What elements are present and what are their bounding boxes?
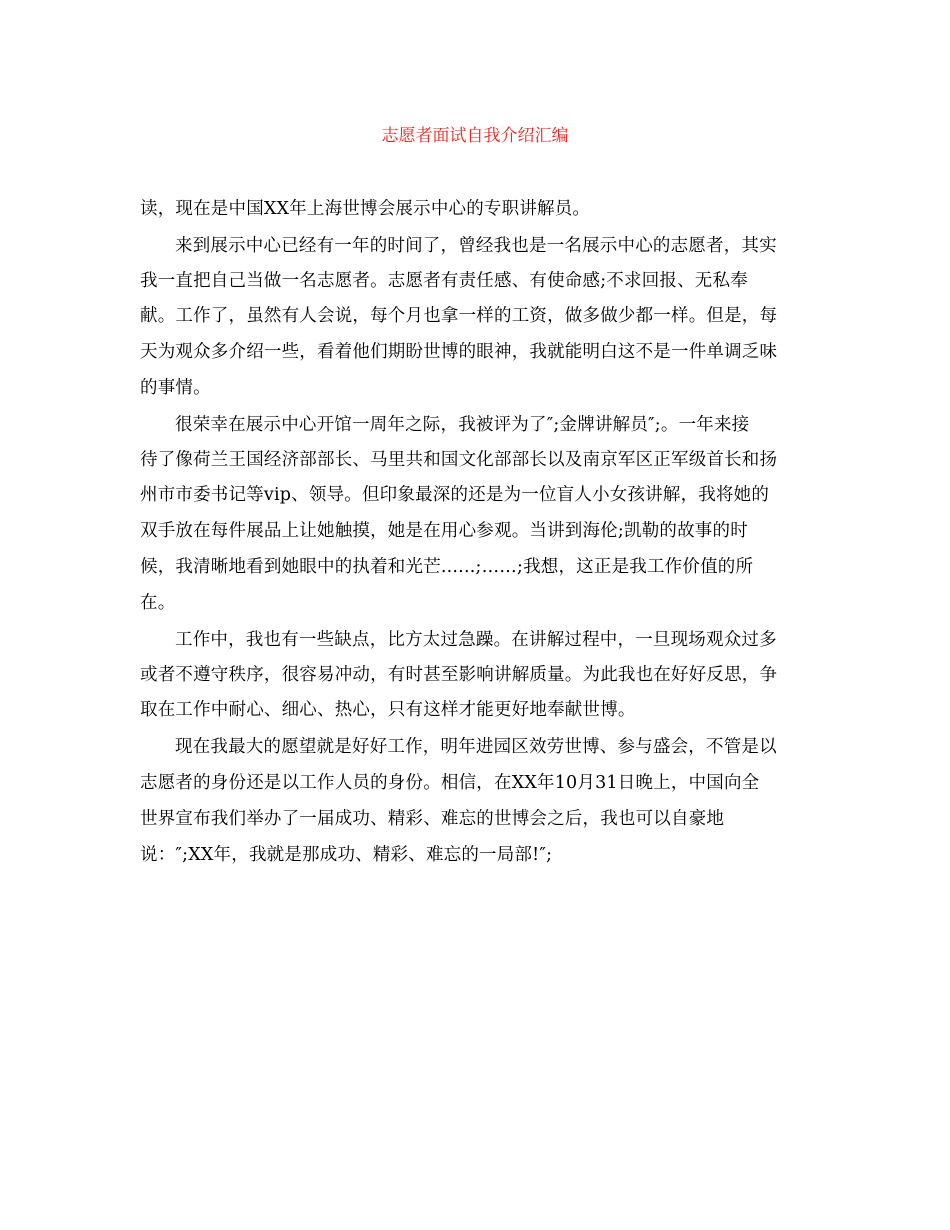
paragraph-line: 取在工作中耐心、细心、热心，只有这样才能更好地奉献世博。	[140, 700, 636, 720]
paragraph-line: 现在我最大的愿望就是好好工作，明年进园区效劳世博、参与盛会，不管是以	[175, 737, 777, 757]
paragraph-line: 工作中，我也有一些缺点，比方太过急躁。在讲解过程中，一旦现场观众过多	[175, 630, 777, 650]
paragraph-line: 很荣幸在展示中心开馆一周年之际，我被评为了″;金牌讲解员″;。一年来接	[175, 415, 750, 435]
paragraph-line: 天为观众多介绍一些，看着他们期盼世博的眼神，我就能明白这不是一件单调乏味	[140, 342, 778, 362]
paragraph-line: 双手放在每件展品上让她触摸，她是在用心参观。当讲到海伦;凯勒的故事的时	[140, 521, 748, 541]
paragraph-line: 世界宣布我们举办了一届成功、精彩、难忘的世博会之后，我也可以自豪地	[140, 809, 725, 829]
paragraph-line: 的事情。	[140, 378, 211, 398]
paragraph-line: 说：″;XX年，我就是那成功、精彩、难忘的一局部!″;	[140, 845, 553, 865]
paragraph-line: 我一直把自己当做一名志愿者。志愿者有责任感、有使命感;不求回报、无私奉	[140, 271, 748, 291]
paragraph-line: 在。	[140, 593, 176, 613]
paragraph-line: 州市市委书记等vip、领导。但印象最深的还是为一位盲人小女孩讲解，我将她的	[140, 485, 770, 505]
paragraph-line: 或者不遵守秩序，很容易冲动，有时甚至影响讲解质量。为此我也在好好反思，争	[140, 665, 778, 685]
paragraph-line: 来到展示中心已经有一年的时间了，曾经我也是一名展示中心的志愿者，其实	[175, 236, 777, 256]
paragraph-line: 献。工作了，虽然有人会说，每个月也拿一样的工资，做多做少都一样。但是，每	[140, 306, 778, 326]
paragraph-line: 候，我清晰地看到她眼中的执着和光芒......;……;我想，这正是我工作价值的所	[140, 557, 754, 577]
paragraph-line: 待了像荷兰王国经济部部长、马里共和国文化部部长以及南京军区正军级首长和扬	[140, 450, 778, 470]
page-title: 志愿者面试自我介绍汇编	[381, 126, 569, 146]
paragraph-line: 读，现在是中国XX年上海世博会展示中心的专职讲解员。	[140, 199, 591, 219]
paragraph-line: 志愿者的身份还是以工作人员的身份。相信，在XX年10月31日晚上，中国向全	[140, 773, 760, 793]
